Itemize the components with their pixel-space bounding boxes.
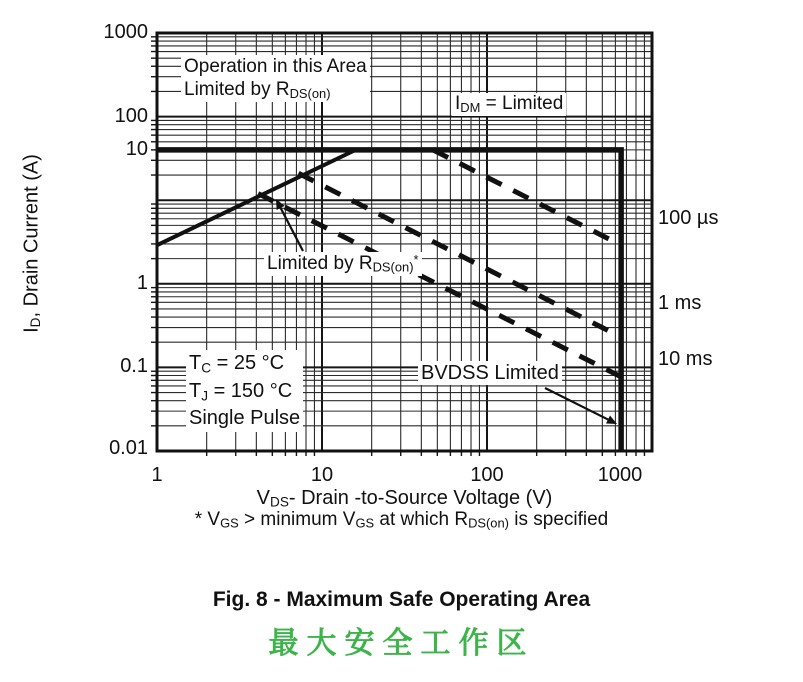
annotation-label-1ms: 1 ms: [658, 292, 702, 314]
x-tick-100: 100: [470, 464, 504, 486]
figure-subtitle-chinese: 最大安全工作区: [268, 627, 535, 660]
annotation-label-10ms: 10 ms: [658, 348, 713, 370]
annotation-label-100us: 100 µs: [658, 207, 719, 229]
series-pulse-10ms: [258, 194, 621, 377]
y-tick-1000: 1000: [103, 21, 148, 43]
x-tick-1000: 1000: [597, 464, 643, 486]
annotation-operation-area: Operation in this Area Limited by RDS(on): [181, 55, 370, 102]
y-tick-0.1: 0.1: [120, 355, 148, 377]
annotation-limited-by-rdson: Limited by RDS(on)*: [264, 252, 422, 276]
y-tick-1: 1: [136, 272, 148, 294]
x-tick-1: 1: [151, 464, 163, 486]
annotation-conditions: TC = 25 °C TJ = 150 °C Single Pulse: [186, 350, 303, 432]
annotation-idm-limited: IDM = Limited: [452, 93, 566, 116]
y-tick-10: 10: [125, 138, 148, 160]
annotation-bvdss-limited: BVDSS Limited: [418, 361, 562, 385]
y-axis-title: ID, Drain Current (A): [20, 154, 44, 333]
y-tick-0.01: 0.01: [109, 437, 148, 459]
x-axis-title: VDS- Drain -to-Source Voltage (V): [256, 487, 553, 510]
figure-title: Fig. 8 - Maximum Safe Operating Area: [212, 588, 591, 611]
x-tick-10: 10: [310, 464, 334, 486]
footnote: * VGS > minimum VGS at which RDS(on) is specified: [194, 509, 609, 531]
y-tick-100: 100: [114, 105, 148, 127]
